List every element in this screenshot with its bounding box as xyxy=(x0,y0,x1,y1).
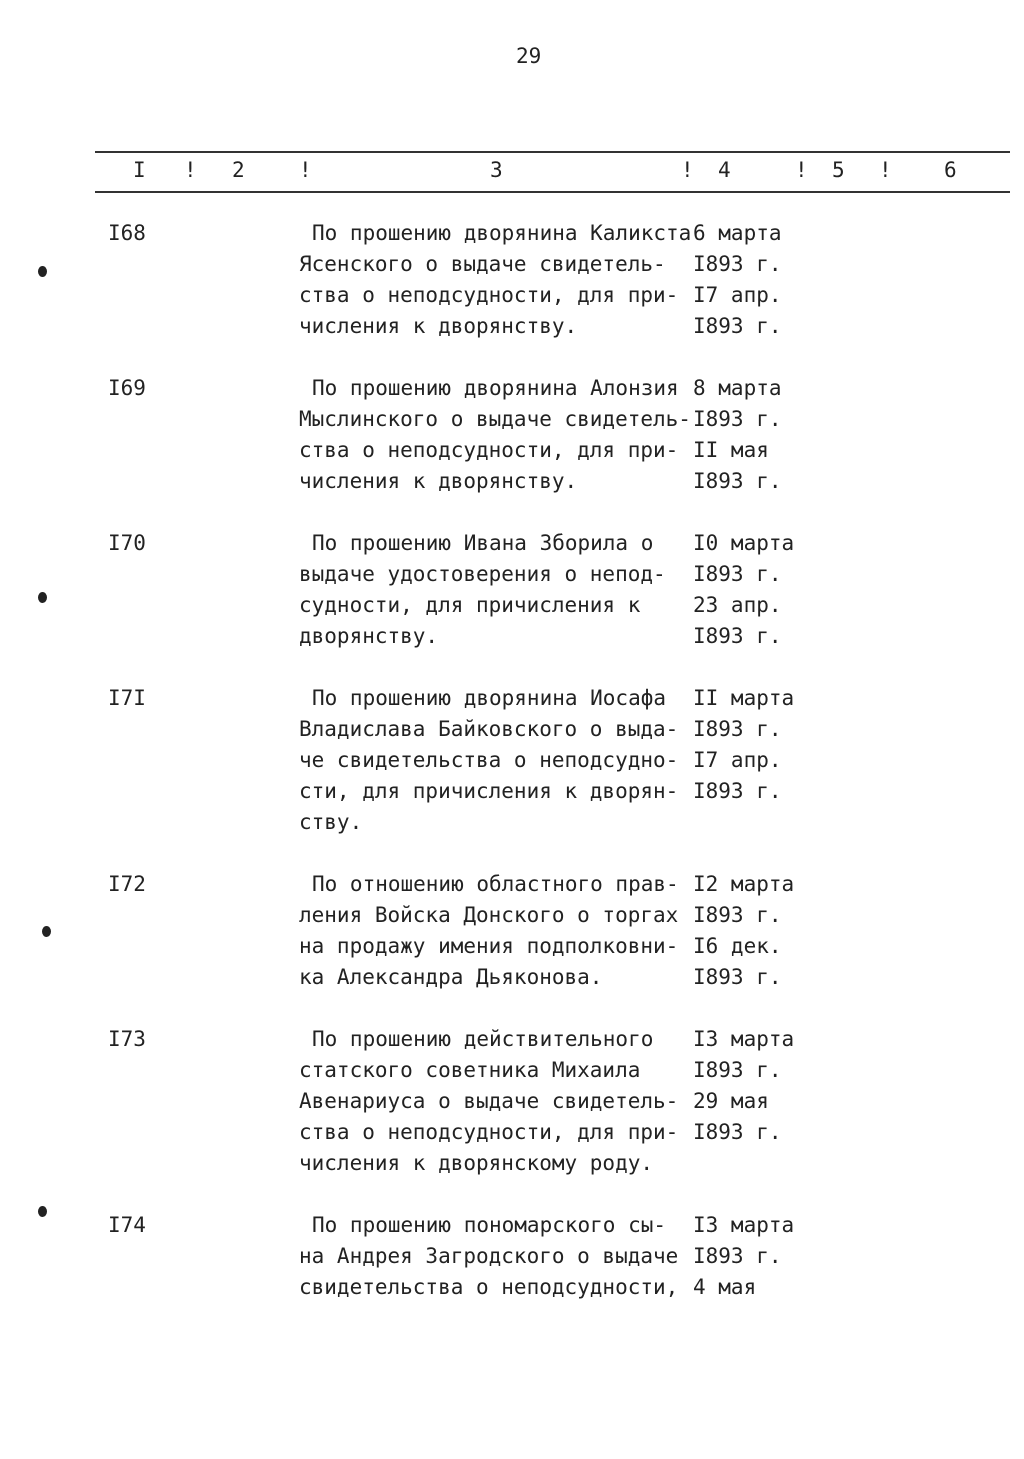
entry-number: I74 xyxy=(108,1213,146,1237)
entry-date: I893 г. xyxy=(693,624,782,648)
entry-line xyxy=(0,311,1024,342)
entry-line xyxy=(0,1272,1024,1303)
entry-line xyxy=(0,1086,1024,1117)
entry-description: По отношению областного прав- xyxy=(312,872,679,896)
entry-line xyxy=(0,218,1024,249)
entry-description: статского советника Михаила xyxy=(299,1058,641,1082)
entry-description: ства о неподсудности, для при- xyxy=(299,283,679,307)
entry-line xyxy=(0,590,1024,621)
entry-description: на Андрея Загродского о выдаче xyxy=(299,1244,679,1268)
header-col-3: 3 xyxy=(490,158,503,182)
entry-line xyxy=(0,931,1024,962)
entry-description: ству. xyxy=(299,810,363,834)
entry-date: I6 дек. xyxy=(693,934,782,958)
header-col-6: 6 xyxy=(944,158,957,182)
entry-line xyxy=(0,745,1024,776)
entry-description: ка Александра Дьяконова. xyxy=(299,965,603,989)
entry-line xyxy=(0,1024,1024,1055)
entry-date: I893 г. xyxy=(693,562,782,586)
entry-number: I7I xyxy=(108,686,146,710)
entry-date: II мая xyxy=(693,438,769,462)
entry-description: выдаче удостоверения о непод- xyxy=(299,562,666,586)
entry-number: I69 xyxy=(108,376,146,400)
entry-description: По прошению Ивана Зборила о xyxy=(312,531,654,555)
register-entry xyxy=(0,218,1024,342)
entry-date: II марта xyxy=(693,686,795,710)
entry-line xyxy=(0,559,1024,590)
entry-line xyxy=(0,1241,1024,1272)
entry-line xyxy=(0,280,1024,311)
entry-description: свидетельства о неподсудности, xyxy=(299,1275,679,1299)
entry-description: дворянству. xyxy=(299,624,439,648)
entry-date: I893 г. xyxy=(693,1120,782,1144)
entry-description: Мыслинского о выдаче свидетель- xyxy=(299,407,691,431)
entry-description: ства о неподсудности, для при- xyxy=(299,1120,679,1144)
entry-line xyxy=(0,249,1024,280)
entry-description: Ясенского о выдаче свидетель- xyxy=(299,252,666,276)
entry-line xyxy=(0,869,1024,900)
register-entry xyxy=(0,683,1024,838)
entry-line xyxy=(0,1117,1024,1148)
entry-date: 4 мая xyxy=(693,1275,757,1299)
register-entry xyxy=(0,373,1024,497)
entry-date: I893 г. xyxy=(693,965,782,989)
header-col-1: I xyxy=(133,158,146,182)
header-separator: ! xyxy=(184,158,197,182)
header-separator: ! xyxy=(681,158,694,182)
entry-line xyxy=(0,900,1024,931)
entry-description: на продажу имения подполковни- xyxy=(299,934,679,958)
entry-date: I3 марта xyxy=(693,1213,795,1237)
entry-date: I893 г. xyxy=(693,314,782,338)
entry-line xyxy=(0,1148,1024,1179)
register-entries xyxy=(0,218,1024,1334)
entry-date: I7 апр. xyxy=(693,748,782,772)
entry-line xyxy=(0,466,1024,497)
entry-date: I3 марта xyxy=(693,1027,795,1051)
entry-date: I893 г. xyxy=(693,779,782,803)
entry-date: 29 мая xyxy=(693,1089,769,1113)
entry-date: I7 апр. xyxy=(693,283,782,307)
entry-line xyxy=(0,962,1024,993)
entry-number: I68 xyxy=(108,221,146,245)
entry-description: Владислава Байковского о выда- xyxy=(299,717,679,741)
entry-line xyxy=(0,1055,1024,1086)
register-entry xyxy=(0,869,1024,993)
register-entry xyxy=(0,1024,1024,1179)
entry-line xyxy=(0,621,1024,652)
entry-date: I893 г. xyxy=(693,717,782,741)
entry-line xyxy=(0,435,1024,466)
entry-line xyxy=(0,776,1024,807)
entry-description: По прошению пономарского сы- xyxy=(312,1213,667,1237)
entry-line xyxy=(0,683,1024,714)
entry-number: I73 xyxy=(108,1027,146,1051)
header-separator: ! xyxy=(299,158,312,182)
header-separator: ! xyxy=(879,158,892,182)
entry-line xyxy=(0,714,1024,745)
page-number: 29 xyxy=(516,44,542,68)
entry-description: Авенариуса о выдаче свидетель- xyxy=(299,1089,679,1113)
entry-description: числения к дворянству. xyxy=(299,314,578,338)
entry-date: I0 марта xyxy=(693,531,795,555)
entry-date: I893 г. xyxy=(693,1058,782,1082)
entry-date: I2 марта xyxy=(693,872,795,896)
register-entry xyxy=(0,528,1024,652)
entry-line xyxy=(0,1210,1024,1241)
header-col-4: 4 xyxy=(718,158,731,182)
entry-date: 6 марта xyxy=(693,221,782,245)
entry-line xyxy=(0,807,1024,838)
entry-line xyxy=(0,373,1024,404)
entry-number: I70 xyxy=(108,531,146,555)
entry-description: числения к дворянству. xyxy=(299,469,578,493)
entry-description: По прошению дворянина Иосафа xyxy=(312,686,667,710)
entry-date: I893 г. xyxy=(693,469,782,493)
entry-date: I893 г. xyxy=(693,1244,782,1268)
table-header-top-rule xyxy=(95,151,1010,153)
entry-description: сти, для причисления к дворян- xyxy=(299,779,679,803)
entry-description: ления Войска Донского о торгах xyxy=(299,903,679,927)
register-entry xyxy=(0,1210,1024,1303)
entry-number: I72 xyxy=(108,872,146,896)
entry-line xyxy=(0,528,1024,559)
entry-date: 8 марта xyxy=(693,376,782,400)
header-col-2: 2 xyxy=(232,158,245,182)
entry-date: 23 апр. xyxy=(693,593,782,617)
entry-description: По прошению действительного xyxy=(312,1027,654,1051)
entry-description: че свидетельства о неподсудно- xyxy=(299,748,679,772)
header-separator: ! xyxy=(795,158,808,182)
entry-description: По прошению дворянина Алонзия xyxy=(312,376,679,400)
entry-date: I893 г. xyxy=(693,903,782,927)
entry-description: ства о неподсудности, для при- xyxy=(299,438,679,462)
header-col-5: 5 xyxy=(832,158,845,182)
entry-description: числения к дворянскому роду. xyxy=(299,1151,654,1175)
table-header-bottom-rule xyxy=(95,191,1010,193)
entry-line xyxy=(0,404,1024,435)
entry-description: По прошению дворянина Каликста xyxy=(312,221,692,245)
entry-date: I893 г. xyxy=(693,252,782,276)
entry-date: I893 г. xyxy=(693,407,782,431)
entry-description: судности, для причисления к xyxy=(299,593,641,617)
